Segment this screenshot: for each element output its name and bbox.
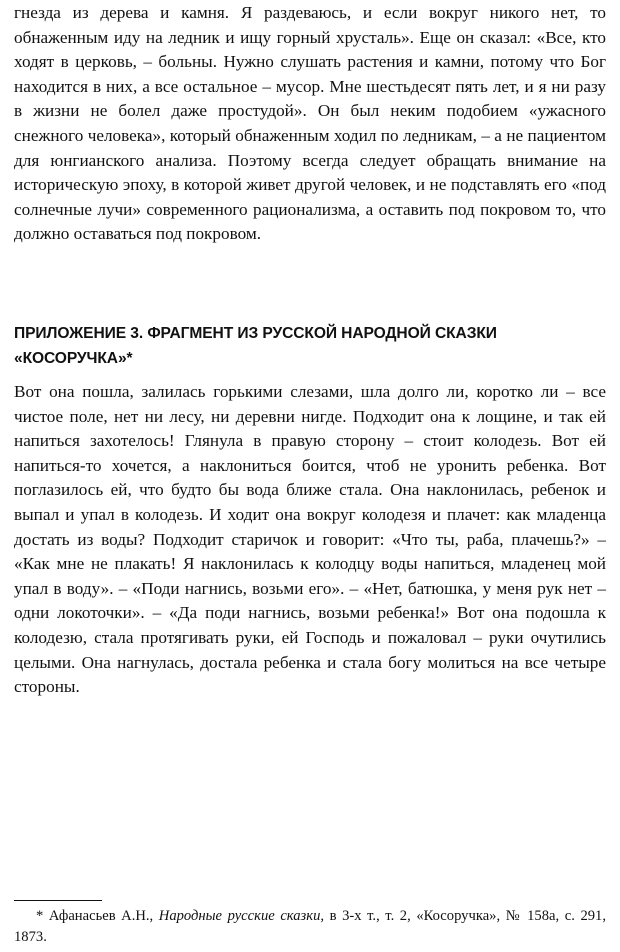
tale-paragraph: Вот она пошла, залилась горькими слезами, шла долго ли, коротко ли – все чистое поле, нет ни лесу, ни деревни нигде. Подходит она к лощине, и так ей напиться захотелось! Глянула в правую сторону – стоит колодезь. Вот ей напиться-то хочется, а наклониться боится, чтоб не уронить ребенка. Вот поглазилось ей, что будто бы вода ближе стала. Она наклонилась, ребенок и выпал и упал в колодезь. И ходит она вокруг колодезя и плачет: как младенца достать из воды? Подходит старичок и говорит: «Что ты, раба, плачешь?» – «Как мне не плакать! Я наклонилась к колодцу воды напиться, младенец мой упал в воду». – «Поди нагнись, возьми его». – «Нет, батюшка, у меня рук нет – одни локоточки». – «Да поди нагнись, возьми ребенка!» Вот она подошла к колодезю, стала протягивать руки, ей Господь и пожаловал – руки очутились целыми. Она нагнулась, достала ребенка и стала богу молиться на все четыре стороны. (14, 382, 606, 697)
appendix-heading (14, 321, 606, 371)
footnote-details: в 3-х т., т. 2, «Косоручка», № 158а, с. 291, 1873. (14, 908, 606, 945)
appendix-heading-line2: «КОСОРУЧКА»* (14, 350, 133, 367)
footnote-divider (14, 900, 102, 901)
footnote-book-title: Народные русские сказки, (158, 908, 325, 924)
footnote-mark: * (36, 908, 44, 924)
footnote-author: Афанасьев А.Н., (48, 908, 154, 924)
book-page (14, 0, 606, 952)
lead-paragraph: гнезда из дерева и камня. Я раздеваюсь, и если вокруг никого нет, то обнаженным иду на ледник и ищу горный хрусталь». Еще он сказал: «Все, кто ходят в церковь, – больны. Нужно слушать растения и камни, потому что Бог находится в них, а все остальное – мусор. Мне шестьдесят пять лет, и я ни разу в жизни не болел даже простудой». Он был неким подобием «ужасного снежного человека», который обнаженным ходил по ледникам, – а не пациентом для юнгианского анализа. Поэтому всегда следует обращать внимание на историческую эпоху, в которой живет другой человек, и не подставлять его «под солнечные лучи» современного рационализма, а оставить под покровом то, что должно оставаться под покровом. (14, 3, 606, 244)
appendix-heading-line1: ПРИЛОЖЕНИЕ 3. ФРАГМЕНТ ИЗ РУССКОЙ НАРОДНОЙ СКАЗКИ (14, 325, 497, 342)
footnote (14, 906, 606, 948)
